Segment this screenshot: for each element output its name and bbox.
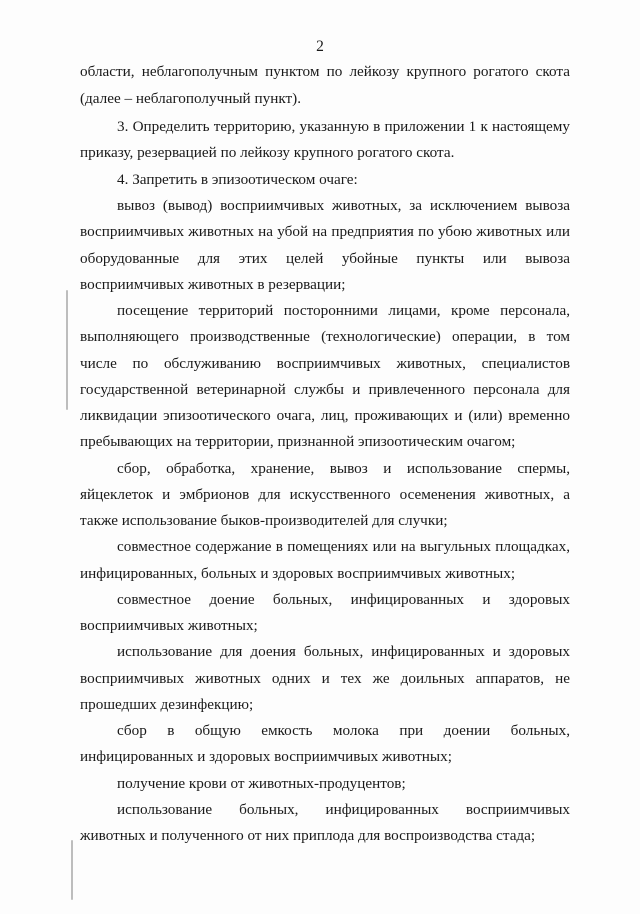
text-line: приказу, резервацией по лейкозу крупного рогатого скота. xyxy=(80,144,455,161)
scan-artifact xyxy=(71,840,73,900)
text-line: числе по обслуживанию восприимчивых животных, специалистов xyxy=(80,355,570,372)
text-line: восприимчивых животных; xyxy=(80,617,258,634)
text-line: сбор, обработка, хранение, вывоз и использование спермы, xyxy=(117,460,570,477)
text-line: пребывающих на территории, признанной эпизоотическим очагом; xyxy=(80,433,516,450)
text-line: совместное доение больных, инфицированных и здоровых xyxy=(117,591,570,608)
text-line: посещение территорий посторонними лицами, кроме персонала, xyxy=(117,302,570,319)
text-line: также использование быков-производителей для случки; xyxy=(80,512,448,529)
text-line: яйцеклеток и эмбрионов для искусственного осеменения животных, а xyxy=(80,486,570,503)
text-line: вывоз (вывод) восприимчивых животных, за исключением вывоза xyxy=(117,197,570,214)
text-line: государственной ветеринарной службы и привлеченного персонала для xyxy=(80,381,570,398)
scan-artifact xyxy=(66,290,68,410)
text-line: оборудованные для этих целей убойные пункты или вывоза xyxy=(80,250,570,267)
text-line: использование для доения больных, инфицированных и здоровых xyxy=(117,643,570,660)
text-line: 4. Запретить в эпизоотическом очаге: xyxy=(117,171,358,188)
text-line: сбор в общую емкость молока при доении больных, xyxy=(117,722,570,739)
text-line: животных и полученного от них приплода для воспроизводства стада; xyxy=(80,827,536,844)
text-line: использование больных, инфицированных восприимчивых xyxy=(117,801,570,818)
text-line: совместное содержание в помещениях или на выгульных площадках, xyxy=(117,538,570,555)
text-line: восприимчивых животных на убой на предприятия по убою животных или xyxy=(80,223,570,240)
text-line: области, неблагополучным пунктом по лейкозу крупного рогатого скота xyxy=(80,63,570,80)
text-line: ликвидации эпизоотического очага, лиц, проживающих и (или) временно xyxy=(80,407,570,424)
text-line: 3. Определить территорию, указанную в приложении 1 к настоящему xyxy=(117,118,570,135)
text-line: (далее – неблагополучный пункт). xyxy=(80,90,301,107)
text-line: инфицированных, больных и здоровых восприимчивых животных; xyxy=(80,565,516,582)
text-line: восприимчивых животных одних и тех же доильных аппаратов, не xyxy=(80,670,570,687)
text-line: выполняющего производственные (технологические) операции, в том xyxy=(80,328,570,345)
page-number: 2 xyxy=(316,38,324,55)
text-line: инфицированных и здоровых восприимчивых животных; xyxy=(80,748,452,765)
text-line: восприимчивых животных в резервации; xyxy=(80,276,346,293)
text-line: прошедших дезинфекцию; xyxy=(80,696,254,713)
text-line: получение крови от животных-продуцентов; xyxy=(117,775,406,792)
